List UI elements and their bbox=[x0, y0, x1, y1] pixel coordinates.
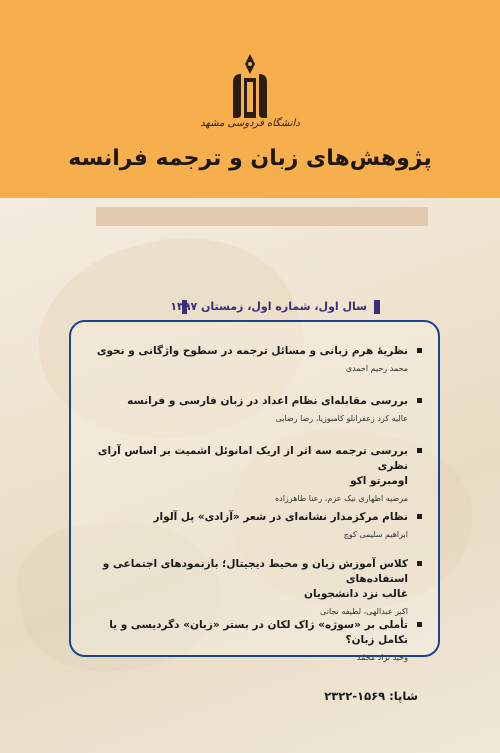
decorative-band bbox=[96, 207, 428, 226]
list-item bbox=[76, 557, 408, 618]
bullet-icon bbox=[417, 622, 422, 627]
list-item bbox=[76, 444, 408, 505]
list-item bbox=[76, 394, 408, 425]
article-authors: وحید نژاد محمّد bbox=[356, 653, 408, 662]
list-item bbox=[76, 344, 408, 375]
bullet-icon bbox=[417, 398, 422, 403]
contents-frame bbox=[69, 320, 440, 662]
issn: شاپا: ۱۵۶۹-۲۳۲۲ bbox=[324, 689, 418, 703]
article-authors: عالیه کرد زعفرانلو کامبوزیا، رضا رضایی bbox=[275, 414, 408, 423]
article-title-cont: غالب نزد دانشجویان bbox=[304, 588, 408, 600]
bullet-icon bbox=[417, 514, 422, 519]
volume-info: سال اول، شماره اول، زمستان ۱۳۹۷ bbox=[170, 300, 380, 314]
article-authors: محمد رحیم احمدی bbox=[345, 364, 408, 373]
article-title-cont: اومبرتو اکو bbox=[350, 475, 408, 487]
bullet-icon bbox=[417, 448, 422, 453]
article-title: نظام مرکزمدار نشانه‌ای در شعر «آزادی» پل آلوار bbox=[153, 511, 408, 523]
article-title: کلاس آموزش زبان و محیط دیجیتال؛ بازنمودهای اجتماعی و استفاده‌های bbox=[102, 558, 408, 585]
journal-title: پژوهش‌های زبان و ترجمه فرانسه bbox=[68, 146, 432, 171]
bullet-icon bbox=[417, 348, 422, 353]
article-title: تأملی بر «سوژه» ژاک لکان در بستر «زبان» دگردیسی و یا تکامل زبان؟ bbox=[109, 619, 408, 646]
article-title: بررسی مقابله‌ای نظام اعداد در زبان فارسی و فرانسه bbox=[127, 395, 408, 407]
article-authors: مرضیه اطهاری نیک عزم، رعنا طاهرزاده bbox=[274, 494, 408, 503]
university-name: دانشگاه فردوسی مشهد bbox=[200, 118, 300, 129]
list-item bbox=[76, 510, 408, 541]
article-authors: اکبر عبدالهی، لطیفه نجاتی bbox=[320, 607, 408, 616]
article-authors: ابراهیم سلیمی کوچ bbox=[343, 530, 408, 539]
bullet-icon bbox=[417, 561, 422, 566]
article-title: نظریهٔ هرم زبانی و مسائل ترجمه در سطوح واژگانی و نحوی bbox=[96, 345, 408, 357]
article-title: بررسی ترجمه سه اثر از اریک امانوئل اشمیت بر اساس آرای نظری bbox=[97, 445, 408, 472]
list-item bbox=[76, 618, 408, 664]
